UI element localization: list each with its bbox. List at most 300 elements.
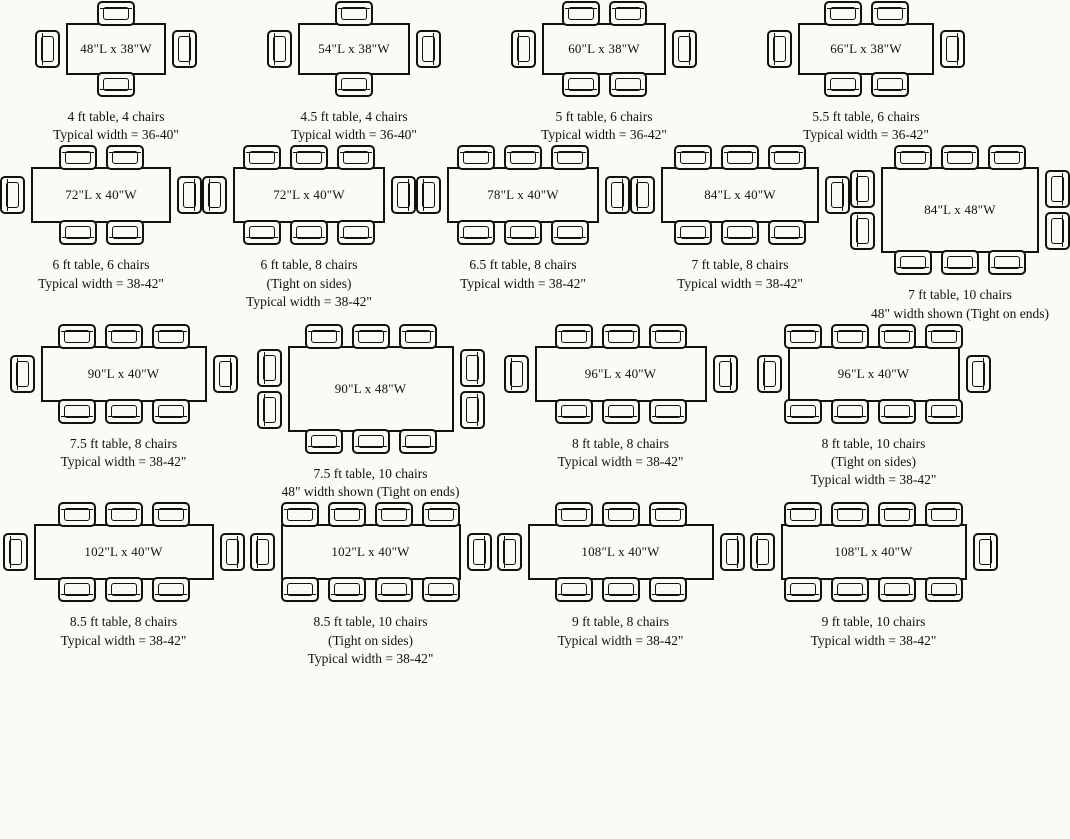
chair-icon (416, 30, 441, 68)
table-middle-band (750, 524, 998, 580)
chairs-left-end (504, 355, 529, 393)
table-top (788, 346, 960, 402)
chair-icon (602, 399, 640, 424)
chair-icon (290, 145, 328, 170)
chair-icon (973, 533, 998, 571)
chair-icon (213, 355, 238, 393)
chairs-right-end (713, 355, 738, 393)
table-middle-band (257, 346, 485, 432)
chairs-bottom (562, 72, 647, 98)
table-config-cell (757, 323, 991, 490)
table-config-cell (3, 501, 245, 649)
chairs-left-end (10, 355, 35, 393)
chair-icon (674, 145, 712, 170)
table-diagram (35, 0, 197, 98)
table-caption: 4.5 ft table, 4 chairs Typical width = 36-40" (291, 109, 417, 143)
table-config-cell (250, 501, 492, 668)
table-dimension-label: 54"L x 38"W (318, 41, 390, 56)
chairs-right-end (720, 533, 745, 571)
chairs-bottom (784, 577, 963, 603)
chair-icon (605, 176, 630, 214)
chair-icon (831, 324, 869, 349)
chair-icon (422, 502, 460, 527)
chairs-bottom (784, 399, 963, 425)
chair-icon (555, 399, 593, 424)
chair-icon (152, 399, 190, 424)
chair-icon (328, 577, 366, 602)
chair-icon (674, 220, 712, 245)
chairs-bottom (281, 577, 460, 603)
chair-icon (824, 72, 862, 97)
table-caption: 7 ft table, 8 chairs Typical width = 38-42" (677, 257, 803, 291)
chairs-left-end (250, 533, 275, 571)
chair-icon (10, 355, 35, 393)
chairs-left-end (0, 176, 25, 214)
chair-icon (457, 145, 495, 170)
table-config-cell (511, 0, 697, 144)
table-diagram (267, 0, 441, 98)
chairs-bottom (674, 220, 806, 246)
table-top (535, 346, 707, 402)
chair-icon (551, 220, 589, 245)
table-top (34, 524, 214, 580)
chair-icon (925, 399, 963, 424)
chairs-bottom (305, 429, 437, 455)
table-middle-band (35, 23, 197, 75)
table-dimension-label: 72"L x 40"W (65, 187, 137, 203)
table-diagram (0, 144, 202, 246)
chairs-right-end (213, 355, 238, 393)
table-caption: 8 ft table, 8 chairs Typical width = 38-42" (557, 435, 684, 470)
chairs-right-end (416, 30, 441, 68)
chair-icon (328, 502, 366, 527)
chairs-right-end (391, 176, 416, 214)
chairs-top (674, 144, 806, 170)
chair-icon (250, 533, 275, 571)
table-top (528, 524, 714, 580)
table-config-cell (767, 0, 965, 144)
chair-icon (966, 355, 991, 393)
chair-icon (35, 30, 60, 68)
chair-icon (460, 349, 485, 387)
chair-icon (105, 399, 143, 424)
chair-icon (460, 391, 485, 429)
chairs-left-end (267, 30, 292, 68)
chairs-right-end (672, 30, 697, 68)
chairs-right-end (172, 30, 197, 68)
table-diagram (757, 323, 991, 425)
table-dimension-label: 60"L x 38"W (568, 41, 640, 56)
table-config-cell (630, 144, 850, 292)
chair-icon (59, 145, 97, 170)
chair-icon (602, 324, 640, 349)
chair-icon (768, 145, 806, 170)
chair-icon (58, 577, 96, 602)
chair-icon (649, 502, 687, 527)
table-config-cell (257, 323, 485, 501)
chair-icon (1045, 170, 1070, 208)
chairs-left-end (497, 533, 522, 571)
chair-icon (105, 324, 143, 349)
chair-icon (97, 72, 135, 97)
table-middle-band (511, 23, 697, 75)
table-config-cell (267, 0, 441, 144)
table-top (281, 524, 461, 580)
chair-icon (831, 399, 869, 424)
table-middle-band (0, 167, 202, 223)
table-top (233, 167, 385, 223)
table-config-cell (497, 501, 745, 649)
chair-icon (257, 349, 282, 387)
table-diagram (250, 501, 492, 603)
chair-icon (831, 502, 869, 527)
chart-row (0, 501, 1000, 668)
chair-icon (649, 324, 687, 349)
table-top (781, 524, 967, 580)
table-dimension-label: 90"L x 48"W (334, 380, 407, 396)
chair-icon (824, 1, 862, 26)
table-config-cell (35, 0, 197, 144)
table-middle-band (767, 23, 965, 75)
chair-icon (757, 355, 782, 393)
chair-icon (290, 220, 328, 245)
chair-icon (3, 533, 28, 571)
table-top (661, 167, 819, 223)
chairs-right-end (966, 355, 991, 393)
chart-row (0, 0, 1000, 144)
chair-icon (941, 250, 979, 275)
chairs-left-end (257, 349, 282, 429)
chair-icon (894, 250, 932, 275)
table-middle-band (757, 346, 991, 402)
table-caption: 6.5 ft table, 8 chairs Typical width = 38-42" (460, 257, 586, 291)
table-config-cell (0, 144, 202, 292)
chair-icon (97, 1, 135, 26)
chair-icon (721, 145, 759, 170)
chairs-bottom (335, 72, 373, 98)
chair-icon (467, 533, 492, 571)
chairs-left-end (3, 533, 28, 571)
table-top (542, 23, 666, 75)
table-config-cell (416, 144, 630, 292)
table-caption: 5.5 ft table, 6 chairs Typical width = 36-42" (803, 109, 929, 143)
table-config-cell (750, 501, 998, 649)
chair-icon (555, 577, 593, 602)
chairs-left-end (757, 355, 782, 393)
table-middle-band (630, 167, 850, 223)
chairs-top (555, 501, 687, 527)
table-dimension-label: 72"L x 40"W (273, 187, 345, 203)
chairs-right-end (605, 176, 630, 214)
chair-icon (504, 145, 542, 170)
chair-icon (602, 502, 640, 527)
chair-icon (58, 399, 96, 424)
chair-icon (555, 324, 593, 349)
table-diagram (10, 323, 238, 425)
chair-icon (602, 577, 640, 602)
table-top (66, 23, 166, 75)
chart-row (0, 323, 1000, 501)
chair-icon (172, 30, 197, 68)
chairs-left-end (750, 533, 775, 571)
chair-icon (894, 145, 932, 170)
chair-icon (871, 1, 909, 26)
table-caption: 5 ft table, 6 chairs Typical width = 36-42" (541, 109, 667, 143)
table-top (881, 167, 1039, 253)
chair-icon (784, 577, 822, 602)
chair-icon (878, 577, 916, 602)
chair-icon (58, 502, 96, 527)
table-diagram (630, 144, 850, 246)
table-middle-band (10, 346, 238, 402)
chair-icon (551, 145, 589, 170)
chairs-right-end (467, 533, 492, 571)
table-middle-band (3, 524, 245, 580)
table-middle-band (497, 524, 745, 580)
table-diagram (3, 501, 245, 603)
chair-icon (59, 220, 97, 245)
chair-icon (106, 220, 144, 245)
chair-icon (609, 72, 647, 97)
chair-icon (399, 324, 437, 349)
chair-icon (925, 577, 963, 602)
table-config-cell (504, 323, 738, 471)
table-dimension-label: 102"L x 40"W (331, 544, 410, 560)
table-dimension-label: 78"L x 40"W (487, 187, 559, 203)
chair-icon (335, 1, 373, 26)
chair-icon (878, 502, 916, 527)
chairs-left-end (202, 176, 227, 214)
table-caption: 7 ft table, 10 chairs 48" width shown (Tight on ends) (871, 287, 1049, 321)
chair-icon (375, 577, 413, 602)
chair-icon (1045, 212, 1070, 250)
chair-icon (649, 577, 687, 602)
chair-icon (878, 399, 916, 424)
table-config-cell (202, 144, 416, 311)
chair-icon (768, 220, 806, 245)
table-middle-band (267, 23, 441, 75)
chair-icon (511, 30, 536, 68)
chair-icon (784, 502, 822, 527)
chairs-right-end (460, 349, 485, 429)
table-diagram (202, 144, 416, 246)
table-dimension-label: 48"L x 38"W (80, 41, 152, 56)
chairs-right-end (973, 533, 998, 571)
chairs-top (58, 501, 190, 527)
chair-icon (850, 212, 875, 250)
chair-icon (58, 324, 96, 349)
table-caption: 9 ft table, 10 chairs Typical width = 38-42" (810, 614, 937, 648)
chairs-bottom (58, 577, 190, 603)
chair-icon (609, 1, 647, 26)
chairs-right-end (220, 533, 245, 571)
chairs-top (457, 144, 589, 170)
table-diagram (416, 144, 630, 246)
chair-icon (555, 502, 593, 527)
table-caption: 8 ft table, 10 chairs (Tight on sides) Typical width = 38-42" (810, 435, 937, 488)
chair-icon (784, 399, 822, 424)
chair-icon (422, 577, 460, 602)
chair-icon (267, 30, 292, 68)
table-middle-band (250, 524, 492, 580)
chair-icon (243, 220, 281, 245)
chair-icon (721, 220, 759, 245)
chair-icon (850, 170, 875, 208)
table-diagram (850, 144, 1070, 276)
chart-row (0, 144, 1049, 322)
chair-icon (243, 145, 281, 170)
chair-icon (988, 145, 1026, 170)
chairs-left-end (850, 170, 875, 250)
chairs-bottom (457, 220, 589, 246)
chairs-bottom (243, 220, 375, 246)
chair-icon (562, 1, 600, 26)
chair-icon (925, 502, 963, 527)
table-diagram (257, 323, 485, 455)
chair-icon (399, 429, 437, 454)
chairs-left-end (511, 30, 536, 68)
chairs-top (894, 144, 1026, 170)
table-dimension-label: 84"L x 40"W (704, 187, 776, 203)
chair-icon (337, 145, 375, 170)
table-caption: 8.5 ft table, 10 chairs (Tight on sides) Typical width = 38-42" (307, 614, 434, 666)
chairs-left-end (416, 176, 441, 214)
chair-icon (281, 502, 319, 527)
table-config-cell (850, 144, 1070, 322)
chair-icon (220, 533, 245, 571)
chairs-right-end (177, 176, 202, 214)
table-top (798, 23, 934, 75)
chairs-right-end (940, 30, 965, 68)
chair-icon (767, 30, 792, 68)
chair-icon (152, 502, 190, 527)
chair-icon (784, 324, 822, 349)
table-diagram (511, 0, 697, 98)
chairs-bottom (824, 72, 909, 98)
table-middle-band (850, 167, 1070, 253)
chair-icon (375, 502, 413, 527)
table-top (447, 167, 599, 223)
table-config-cell (10, 323, 238, 471)
table-top (41, 346, 207, 402)
table-top (288, 346, 454, 432)
chairs-right-end (825, 176, 850, 214)
chair-icon (720, 533, 745, 571)
chair-icon (335, 72, 373, 97)
chairs-bottom (555, 399, 687, 425)
chair-icon (713, 355, 738, 393)
table-dimension-label: 108"L x 40"W (581, 544, 660, 560)
chair-icon (649, 399, 687, 424)
table-dimension-label: 66"L x 38"W (830, 41, 902, 56)
table-caption: 9 ft table, 8 chairs Typical width = 38-42" (557, 614, 684, 648)
chairs-left-end (767, 30, 792, 68)
table-dimension-label: 108"L x 40"W (834, 544, 913, 560)
table-diagram (767, 0, 965, 98)
chairs-bottom (97, 72, 135, 98)
chair-icon (878, 324, 916, 349)
table-caption: 8.5 ft table, 8 chairs Typical width = 38-42" (60, 614, 187, 648)
chair-icon (925, 324, 963, 349)
chair-icon (257, 391, 282, 429)
chair-icon (352, 429, 390, 454)
chair-icon (281, 577, 319, 602)
chair-icon (106, 145, 144, 170)
chair-icon (305, 429, 343, 454)
chair-icon (750, 533, 775, 571)
chair-icon (152, 324, 190, 349)
table-caption: 7.5 ft table, 10 chairs 48" width shown (Tight on ends) (281, 465, 460, 500)
chair-icon (504, 220, 542, 245)
chair-icon (105, 502, 143, 527)
table-diagram (497, 501, 745, 603)
chairs-top (58, 323, 190, 349)
chair-icon (352, 324, 390, 349)
chairs-top (97, 0, 135, 26)
chair-icon (152, 577, 190, 602)
chairs-bottom (58, 399, 190, 425)
chair-icon (105, 577, 143, 602)
table-dimension-label: 84"L x 48"W (924, 202, 996, 218)
chair-icon (672, 30, 697, 68)
table-diagram (750, 501, 998, 603)
chairs-bottom (59, 220, 144, 246)
table-dimension-label: 102"L x 40"W (84, 544, 163, 560)
chairs-right-end (1045, 170, 1070, 250)
table-middle-band (416, 167, 630, 223)
chair-icon (504, 355, 529, 393)
chair-icon (497, 533, 522, 571)
table-top (298, 23, 410, 75)
chairs-bottom (555, 577, 687, 603)
chairs-top (335, 0, 373, 26)
chairs-top (243, 144, 375, 170)
chair-icon (988, 250, 1026, 275)
table-dimension-label: 90"L x 40"W (87, 365, 160, 381)
table-middle-band (202, 167, 416, 223)
chair-icon (630, 176, 655, 214)
chair-icon (457, 220, 495, 245)
table-diagram (504, 323, 738, 425)
table-top (31, 167, 171, 223)
chair-icon (337, 220, 375, 245)
table-caption: 6 ft table, 6 chairs Typical width = 38-42" (38, 257, 164, 291)
chairs-top (555, 323, 687, 349)
table-caption: 7.5 ft table, 8 chairs Typical width = 38-42" (60, 435, 187, 470)
table-middle-band (504, 346, 738, 402)
chair-icon (941, 145, 979, 170)
chair-icon (825, 176, 850, 214)
chairs-left-end (630, 176, 655, 214)
table-caption: 6 ft table, 8 chairs (Tight on sides) Typical width = 38-42" (246, 257, 372, 309)
table-dimension-label: 96"L x 40"W (584, 365, 657, 381)
chair-icon (391, 176, 416, 214)
chair-icon (177, 176, 202, 214)
chair-icon (305, 324, 343, 349)
chair-icon (0, 176, 25, 214)
chair-icon (871, 72, 909, 97)
chairs-top (305, 323, 437, 349)
chairs-left-end (35, 30, 60, 68)
table-caption: 4 ft table, 4 chairs Typical width = 36-40" (53, 109, 179, 143)
chair-icon (831, 577, 869, 602)
chair-icon (562, 72, 600, 97)
chair-icon (202, 176, 227, 214)
chair-icon (940, 30, 965, 68)
chairs-bottom (894, 250, 1026, 276)
table-dimension-label: 96"L x 40"W (837, 365, 910, 381)
chair-icon (416, 176, 441, 214)
